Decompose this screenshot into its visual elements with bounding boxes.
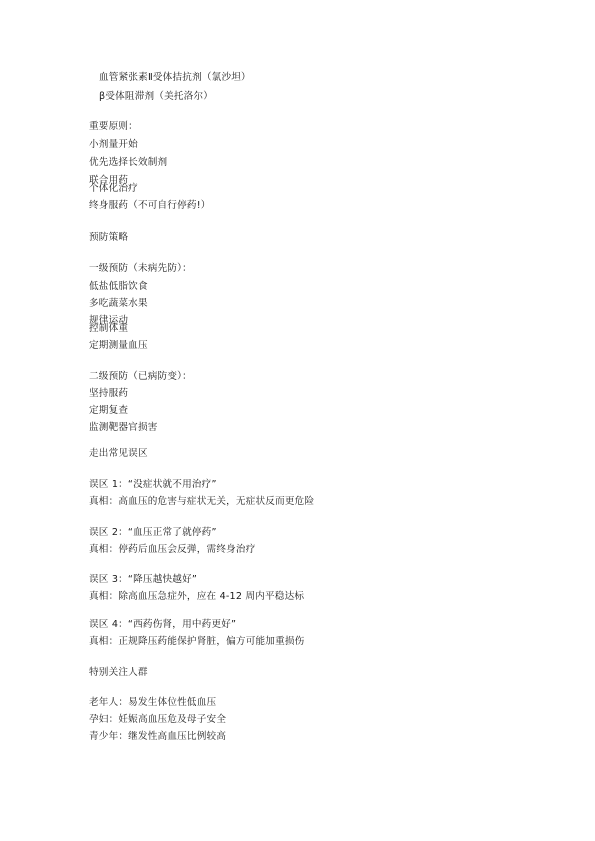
drug-class-item: β受体阻滞剂（美托洛尔） bbox=[99, 91, 214, 102]
principles-heading: 重要原则： bbox=[89, 121, 138, 132]
primary-prevention-item: 控制体重 bbox=[89, 323, 129, 334]
section-title-prevention: 预防策略 bbox=[89, 232, 129, 243]
principle-item: 优先选择长效制剂 bbox=[89, 157, 168, 168]
principle-item: 联合用药 bbox=[89, 175, 129, 186]
secondary-prevention-item: 定期复查 bbox=[89, 405, 129, 416]
myth-truth: 真相：高血压的危害与症状无关，无症状反而更危险 bbox=[89, 496, 315, 507]
principle-item: 个体化治疗 bbox=[89, 183, 138, 194]
myth-statement: 误区 2：“血压正常了就停药” bbox=[89, 527, 217, 538]
myth-truth: 真相：除高血压急症外，应在 4-12 周内平稳达标 bbox=[89, 591, 305, 602]
primary-prevention-item: 规律运动 bbox=[89, 315, 129, 326]
primary-prevention-item: 多吃蔬菜水果 bbox=[89, 298, 148, 309]
myth-truth: 真相：正规降压药能保护肾脏，偏方可能加重损伤 bbox=[89, 636, 305, 647]
special-group-item: 青少年：继发性高血压比例较高 bbox=[89, 731, 227, 742]
section-title-special-groups: 特别关注人群 bbox=[89, 667, 148, 678]
drug-class-item: 血管紧张素Ⅱ受体拮抗剂（氯沙坦） bbox=[99, 72, 251, 83]
myth-statement: 误区 3：“降压越快越好” bbox=[89, 574, 198, 585]
myth-truth: 真相：停药后血压会反弹，需终身治疗 bbox=[89, 544, 256, 555]
primary-prevention-item: 低盐低脂饮食 bbox=[89, 281, 148, 292]
section-title-myths: 走出常见误区 bbox=[89, 448, 148, 459]
special-group-item: 孕妇：妊娠高血压危及母子安全 bbox=[89, 714, 227, 725]
primary-prevention-item: 定期测量血压 bbox=[89, 340, 148, 351]
principle-item: 终身服药（不可自行停药!） bbox=[89, 200, 211, 211]
secondary-prevention-item: 监测靶器官损害 bbox=[89, 422, 158, 433]
primary-prevention-heading: 一级预防（未病先防）： bbox=[89, 263, 192, 274]
special-group-item: 老年人：易发生体位性低血压 bbox=[89, 697, 217, 708]
myth-statement: 误区 4：“西药伤肾，用中药更好” bbox=[89, 619, 237, 630]
principle-item: 小剂量开始 bbox=[89, 139, 138, 150]
secondary-prevention-item: 坚持服药 bbox=[89, 388, 129, 399]
myth-statement: 误区 1：“没症状就不用治疗” bbox=[89, 479, 217, 490]
secondary-prevention-heading: 二级预防（已病防变）： bbox=[89, 371, 192, 382]
